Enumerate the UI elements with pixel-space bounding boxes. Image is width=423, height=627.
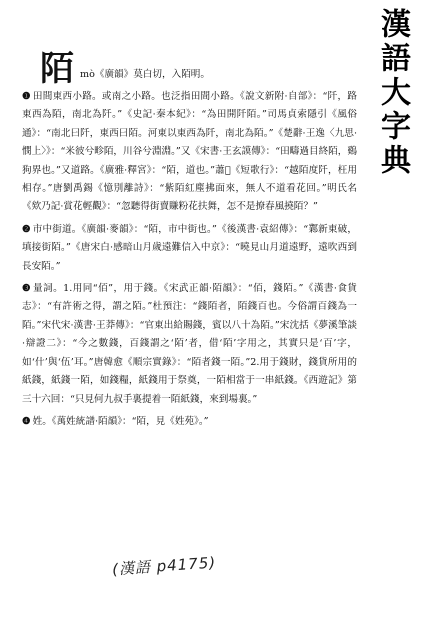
dictionary-title: 漢語大字典 <box>375 8 410 178</box>
sense-4 <box>22 413 357 431</box>
sense-number: ❷ <box>22 223 31 235</box>
headword: 陌 <box>40 49 74 89</box>
sense-2 <box>22 221 357 276</box>
sense-1 <box>22 88 357 217</box>
sense-3 <box>22 280 357 409</box>
sense-text: 市中街道。《廣韻·麥韻》：“陌，市中街也。”《後漢書·袁紹傳》：“鄴新東破，填接街陌。”《唐宋白·感暗山月歲遠難信入中京》：“曉見山月道遠野，遠吹西到長安陌。” <box>22 223 357 272</box>
sense-number: ❶ <box>22 91 31 102</box>
pronunciation: mò《廣韻》莫白切，入陌明。 <box>80 69 210 80</box>
handwritten-note: (漢語 p4175) <box>111 553 217 579</box>
sense-text: 姓。《萬姓統譜·陌韻》：“陌，見《姓苑》。” <box>32 415 209 427</box>
sense-number: ❹ <box>22 415 31 427</box>
sense-text: 量詞。1.用同“佰”，用于錢。《宋武正韻·陌韻》：“佰，錢陌。”《漢書·食貨志》：“有許術之得，謂之陌。”杜預注：“錢陌者，陌錢百也。今俗謂百錢為一陌。”宋代宋·漢書·王莽傳》：“官東出給賜錢，賓以八十為陌。”宋沈括《夢溪筆談·辯證二》：“今之數錢，百錢謂之‘陌’者，借‘陌’字用之，其實只是‘百’字，如‘什’與‘伍’耳。”唐韓愈《順宗實錄》：“陌者錢一陌。”2.用于錢財，錢貨所用的紙錢，紙錢一陌，如錢糧，紙錢用于祭奠，一陌相當于一串紙錢。《西遊記》第三十六回：“只見何九叔手裏提着一陌紙錢，來到場裏。” <box>22 283 357 405</box>
sense-text: 田間東西小路。或南之小路。也泛指田間小路。《說文新附·自部》：“阡，路東西為陌，南北為阡。”《史記·秦本紀》：“為田開阡陌。”司馬貞索隱引《風俗通》：“南北曰阡，東西曰陌。河東以東西為阡，南北為陌。”《楚辭·王逸〈九思·憫上〉》：“米彼兮畛陌，川谷兮淵淵。”又《宋書·王玄謨傳》：“田疇過目終陌，鷄狗界也。”又道路。《廣雅·釋宮》：“陌，道也。”蕭𦂺《短歌行》：“越陌度阡，枉用相存。”唐劉禹錫《憶別離詩》：“紫陌紅塵拂面來，無人不道看花回。”明氏名《欸乃記·賞花輕觀》：“忽聽得街賣賺粉花扶舞，怎不是撩春風撓陌？” <box>22 91 357 213</box>
sense-number: ❸ <box>22 283 32 295</box>
dictionary-entry <box>22 48 357 431</box>
entry-heading <box>22 48 357 89</box>
